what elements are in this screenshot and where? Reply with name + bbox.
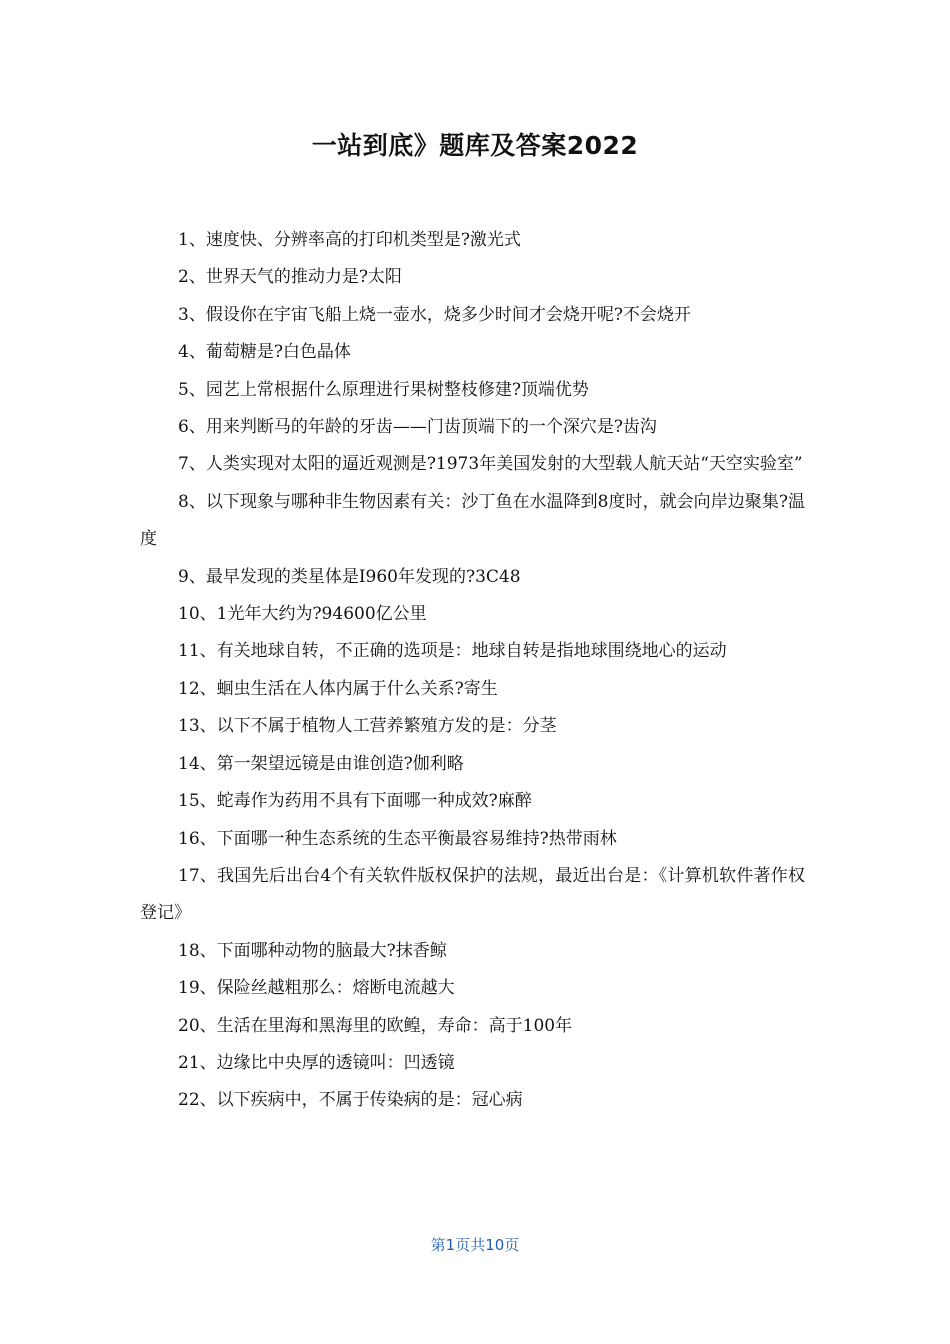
question-item: 11、有关地球自转，不正确的选项是：地球自转是指地球围绕地心的运动: [178, 641, 727, 662]
question-item: 6、用来判断马的年龄的牙齿——门齿顶端下的一个深穴是?齿沟: [178, 417, 657, 438]
question-item: 13、以下不属于植物人工营养繁殖方发的是：分茎: [178, 716, 557, 737]
question-item: 9、最早发现的类星体是I960年发现的?3C48: [178, 566, 521, 587]
question-list: [140, 222, 805, 1120]
question-item: 1、速度快、分辨率高的打印机类型是?激光式: [178, 230, 521, 250]
question-item: 5、园艺上常根据什么原理进行果树整枝修建?顶端优势: [178, 379, 589, 400]
question-item: 2、世界天气的推动力是?太阳: [178, 267, 402, 288]
question-item: 4、葡萄糖是?白色晶体: [178, 342, 351, 363]
document-title: 一站到底》题库及答案2022: [311, 131, 639, 160]
question-item: 15、蛇毒作为药用不具有下面哪一种成效?麻醉: [178, 791, 532, 812]
question-item: 16、下面哪一种生态系统的生态平衡最容易维持?热带雨林: [178, 828, 617, 849]
question-item: 10、1光年大约为?94600亿公里: [178, 604, 427, 625]
question-item: 8、以下现象与哪种非生物因素有关：沙丁鱼在水温降到8度时，就会向岸边聚集?温度: [140, 491, 805, 550]
question-item: 17、我国先后出台4个有关软件版权保护的法规，最近出台是：《计算机软件著作权登记》: [140, 865, 805, 924]
question-item: 7、人类实现对太阳的逼近观测是?1973年美国发射的大型载人航天站“天空实验室”: [178, 454, 803, 475]
question-item: 14、第一架望远镜是由谁创造?伽利略: [178, 753, 464, 774]
question-item: 19、保险丝越粗那么：熔断电流越大: [178, 978, 455, 999]
question-item: 21、边缘比中央厚的透镜叫：凹透镜: [178, 1052, 455, 1073]
question-item: 20、生活在里海和黑海里的欧鳇，寿命：高于100年: [178, 1015, 573, 1036]
question-item: 22、以下疾病中，不属于传染病的是：冠心病: [178, 1090, 523, 1111]
question-item: 12、蛔虫生活在人体内属于什么关系?寄生: [178, 678, 498, 699]
question-item: 3、假设你在宇宙飞船上烧一壶水，烧多少时间才会烧开呢?不会烧开: [178, 304, 691, 325]
page-number: 第1页共10页: [430, 1236, 520, 1254]
question-item: 18、下面哪种动物的脑最大?抹香鲸: [178, 940, 447, 961]
